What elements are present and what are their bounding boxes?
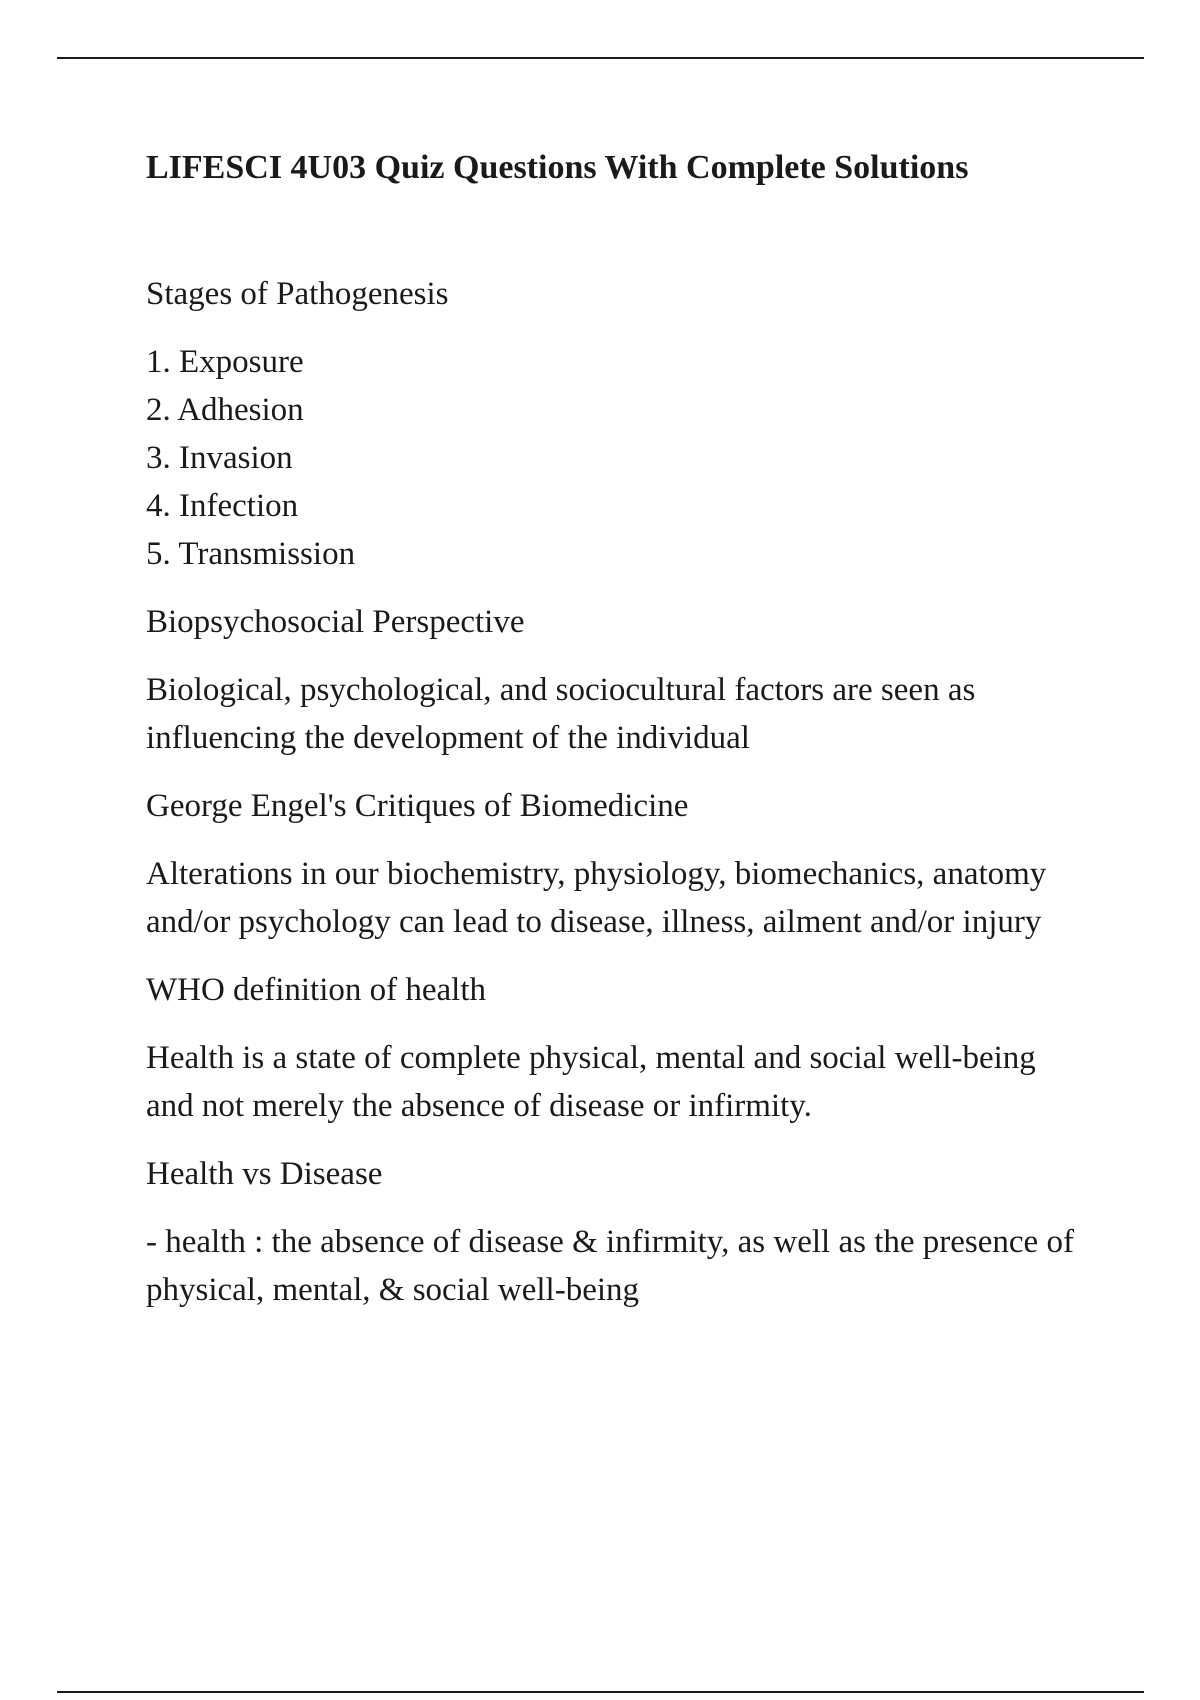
document-title: LIFESCI 4U03 Quiz Questions With Complete Solutions <box>146 149 969 186</box>
top-divider <box>57 57 1144 59</box>
list-item: 1. Exposure <box>146 344 304 380</box>
list-item: 3. Invasion <box>146 440 293 476</box>
list-item: 5. Transmission <box>146 536 356 572</box>
document-body <box>146 144 1086 1334</box>
card-answer: Biological, psychological, and sociocultural factors are seen as influencing the development of the individual <box>146 672 976 756</box>
card-term: WHO definition of health <box>146 972 486 1008</box>
list-item: 4. Infection <box>146 488 299 524</box>
card-answer: Health is a state of complete physical, mental and social well-being and not merely the absence of disease or infirmity. <box>146 1040 1036 1124</box>
card-answer: - health : the absence of disease & infirmity, as well as the presence of physical, mental, & social well-being <box>146 1224 1074 1308</box>
card-term: Biopsychosocial Perspective <box>146 604 525 640</box>
card-answer: Alterations in our biochemistry, physiology, biomechanics, anatomy and/or psychology can lead to disease, illness, ailment and/or injury <box>146 856 1047 940</box>
pathogenesis-stages-list <box>146 338 1086 578</box>
card-term: George Engel's Critiques of Biomedicine <box>146 788 689 824</box>
card-term: Health vs Disease <box>146 1156 383 1192</box>
list-item: 2. Adhesion <box>146 392 304 428</box>
card-term: Stages of Pathogenesis <box>146 276 449 312</box>
bottom-divider <box>57 1691 1144 1693</box>
